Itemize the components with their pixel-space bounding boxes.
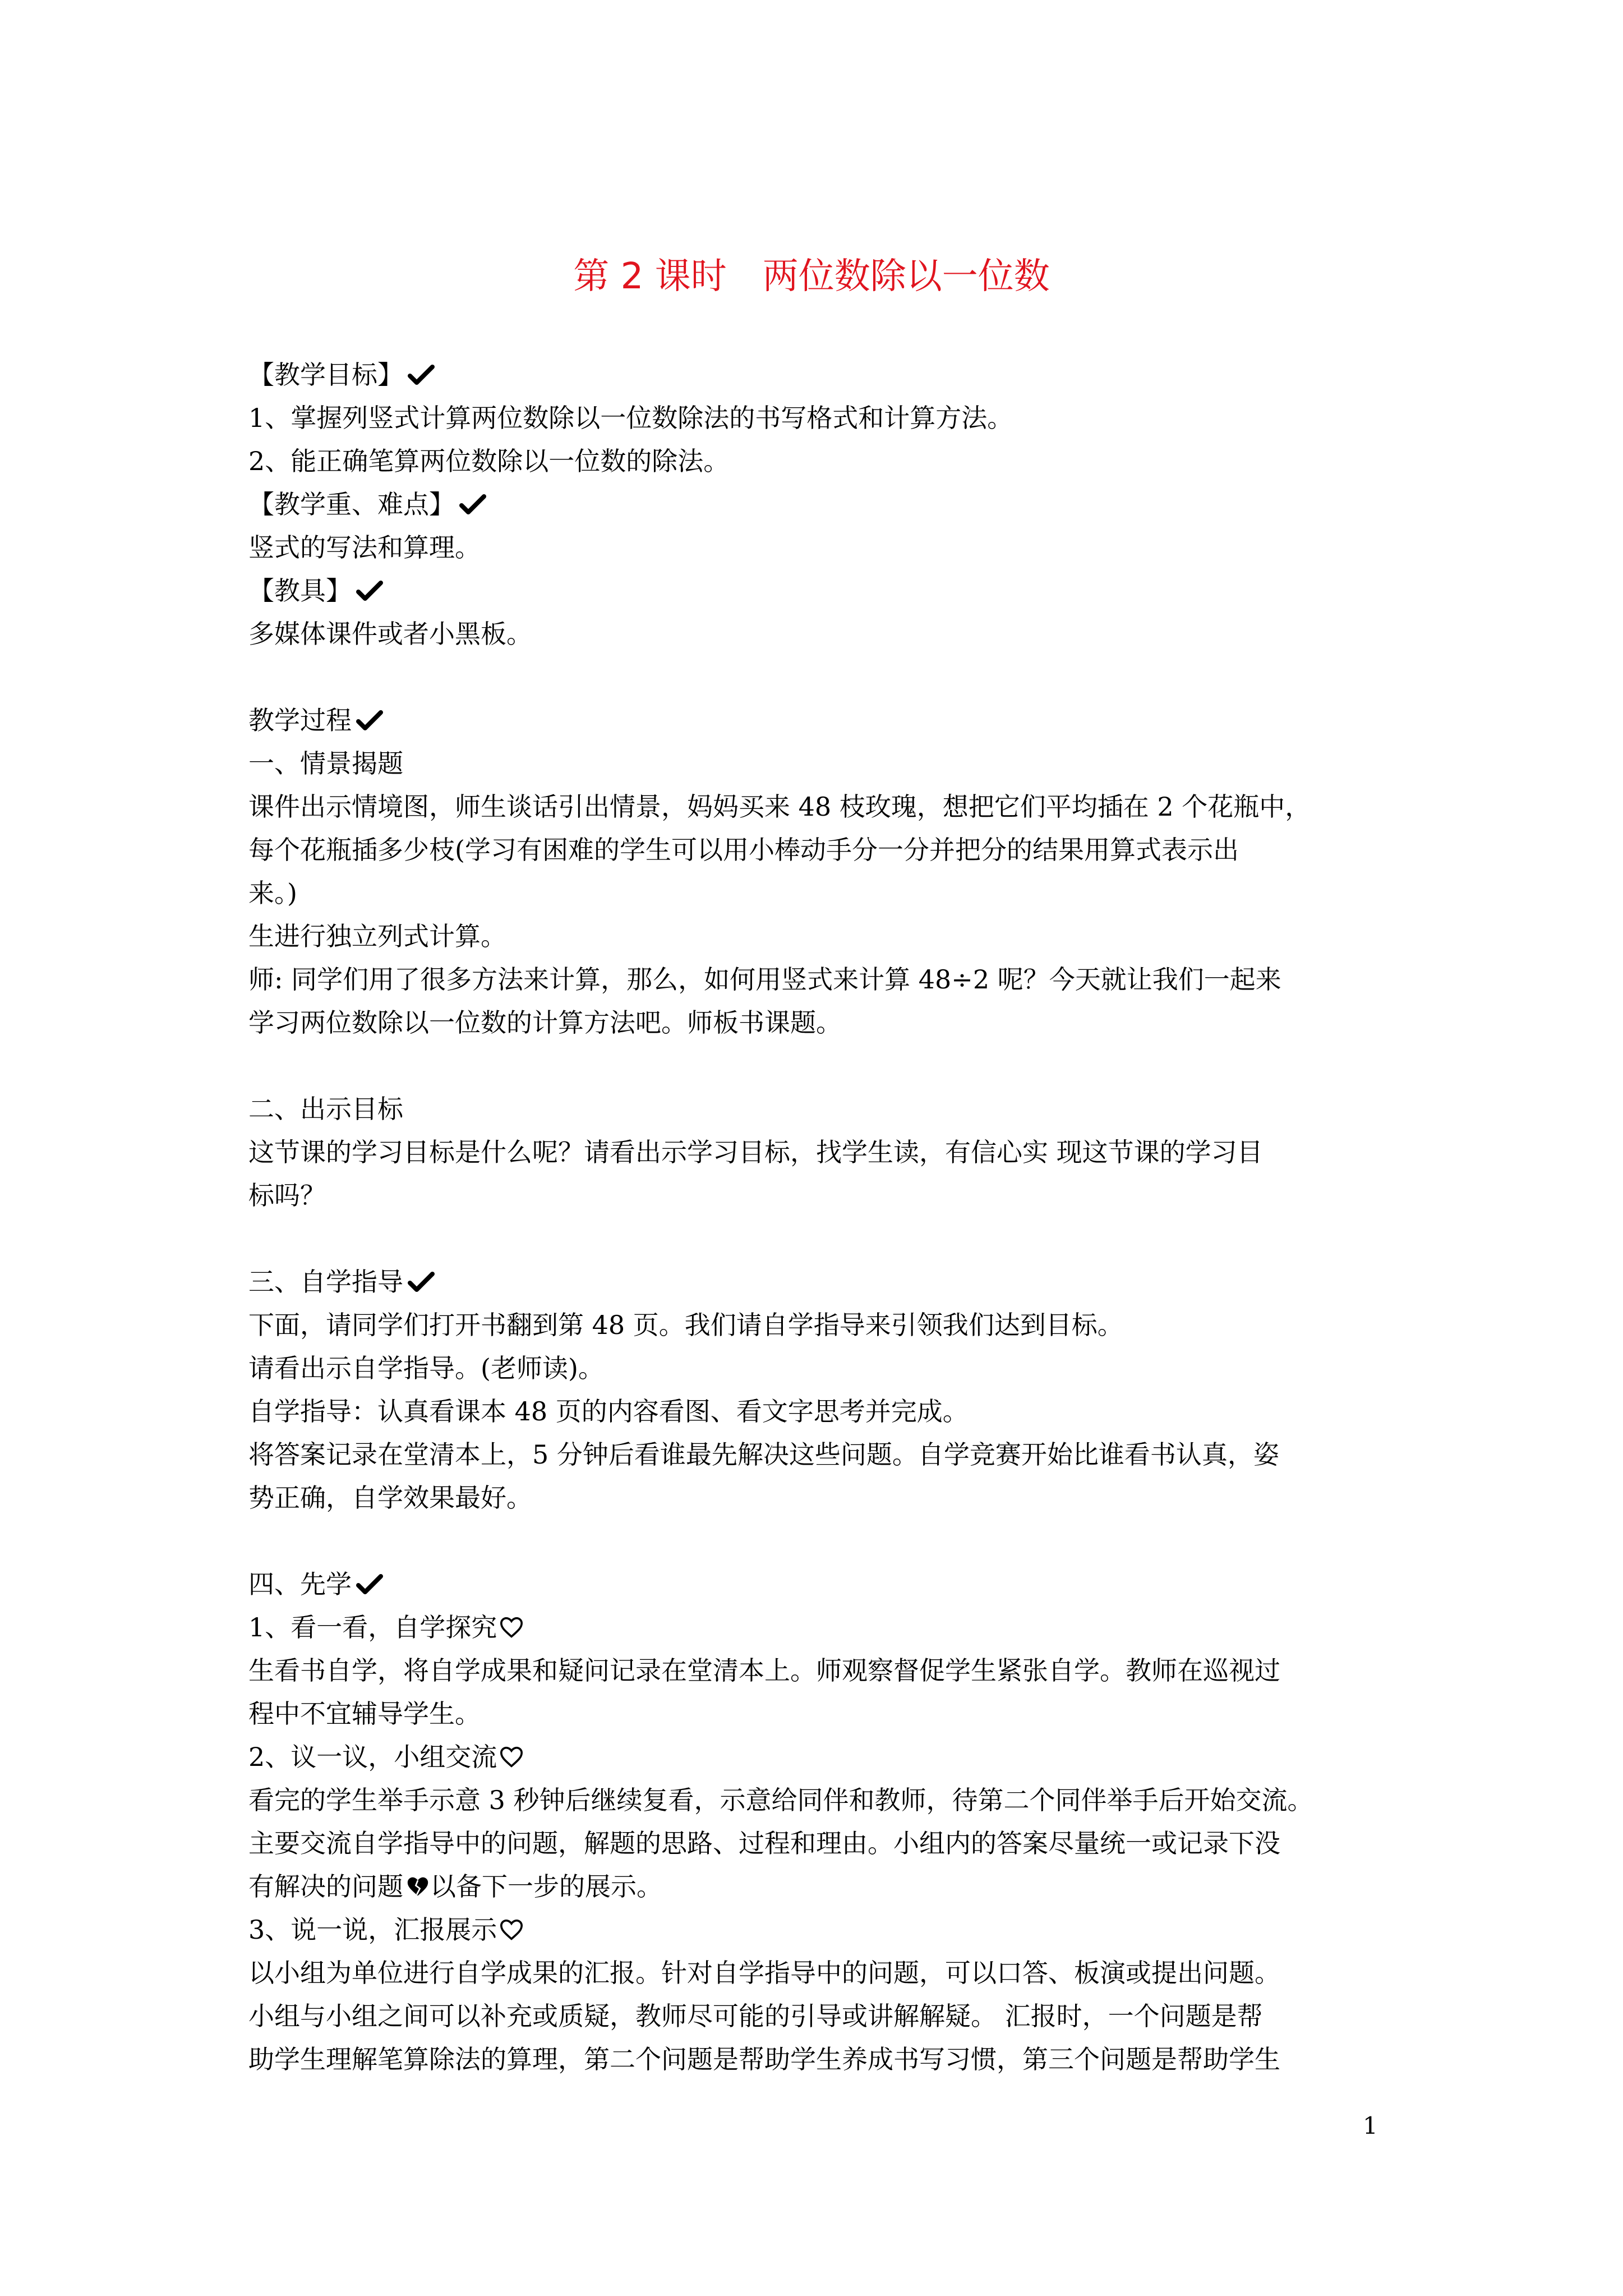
paragraph-line: 请看出示自学指导。(老师读)。 xyxy=(248,1353,604,1383)
paragraph-line: 标吗？ xyxy=(248,1180,326,1211)
checkmark-icon xyxy=(356,579,383,602)
paragraph-line: 师: 同学们用了很多方法来计算，那么，如何用竖式来计算 48÷2 呢？今天就让我们一起来 xyxy=(248,964,1281,995)
paragraph-line xyxy=(248,1865,1398,1908)
part4-subheading-text: 1、看一看，自学探究 xyxy=(248,1612,497,1642)
checkmark-icon xyxy=(356,709,383,731)
heart-outline-icon xyxy=(499,1616,524,1639)
page-number: 1 xyxy=(1363,2112,1378,2139)
objectives-heading-text: 【教学目标】 xyxy=(248,360,403,390)
process-heading xyxy=(248,699,1398,742)
page-title: 第 2 课时 两位数除以一位数 xyxy=(573,256,1050,297)
objectives-heading xyxy=(248,353,1398,397)
paragraph-line: 助学生理解笔算除法的算理，第二个问题是帮助学生养成书写习惯，第三个问题是帮助学生 xyxy=(248,2044,1280,2074)
paragraph-line: 以小组为单位进行自学成果的汇报。针对自学指导中的问题，可以口答、板演或提出问题。 xyxy=(248,1958,1280,1988)
tools-text: 多媒体课件或者小黑板。 xyxy=(248,619,532,649)
paragraph-line: 生看书自学，将自学成果和疑问记录在堂清本上。师观察督促学生紧张自学。教师在巡视过 xyxy=(248,1655,1280,1686)
paragraph-fragment: 有解决的问题 xyxy=(248,1871,403,1902)
paragraph-line: 势正确，自学效果最好。 xyxy=(248,1483,532,1513)
paragraph-line: 下面，请同学们打开书翻到第 48 页。我们请自学指导来引领我们达到目标。 xyxy=(248,1310,1123,1340)
paragraph-line: 自学指导：认真看课本 48 页的内容看图、看文字思考并完成。 xyxy=(248,1396,969,1427)
part4-subheading xyxy=(248,1606,1398,1649)
part3-heading xyxy=(248,1260,1398,1304)
paragraph-line: 学习两位数除以一位数的计算方法吧。师板书课题。 xyxy=(248,1007,842,1038)
process-heading-text: 教学过程 xyxy=(248,705,352,735)
paragraph-line: 将答案记录在堂清本上，5 分钟后看谁最先解决这些问题。自学竞赛开始比谁看书认真，姿 xyxy=(248,1439,1279,1470)
key-points-text: 竖式的写法和算理。 xyxy=(248,532,481,563)
part1-heading: 一、情景揭题 xyxy=(248,748,403,779)
document-body xyxy=(248,353,1398,2081)
checkmark-icon xyxy=(459,493,486,516)
checkmark-icon xyxy=(408,364,435,386)
paragraph-line: 主要交流自学指导中的问题，解题的思路、过程和理由。小组内的答案尽量统一或记录下没 xyxy=(248,1828,1280,1858)
objective-item: 1、掌握列竖式计算两位数除以一位数除法的书写格式和计算方法。 xyxy=(248,403,1013,433)
tools-heading-text: 【教具】 xyxy=(248,576,352,606)
paragraph-line: 生进行独立列式计算。 xyxy=(248,921,506,951)
part4-subheading-text: 2、议一议，小组交流 xyxy=(248,1742,497,1772)
objective-item: 2、能正确笔算两位数除以一位数的除法。 xyxy=(248,446,730,476)
paragraph-line: 小组与小组之间可以补充或质疑，教师尽可能的引导或讲解解疑。 汇报时，一个问题是帮 xyxy=(248,2001,1263,2031)
part4-subheading-text: 3、说一说，汇报展示 xyxy=(248,1915,497,1945)
paragraph-line: 这节课的学习目标是什么呢？请看出示学习目标，找学生读，有信心实 现这节课的学习目 xyxy=(248,1137,1263,1167)
key-points-heading xyxy=(248,483,1398,526)
part4-subheading xyxy=(248,1736,1398,1779)
checkmark-icon xyxy=(356,1573,383,1595)
key-points-heading-text: 【教学重、难点】 xyxy=(248,489,455,519)
tools-heading xyxy=(248,569,1398,613)
part4-heading-text: 四、先学 xyxy=(248,1569,352,1599)
heart-outline-icon xyxy=(499,1918,524,1941)
heart-outline-icon xyxy=(499,1746,524,1768)
paragraph-fragment: 以备下一步的展示。 xyxy=(430,1871,662,1902)
part4-heading xyxy=(248,1563,1398,1606)
part4-subheading xyxy=(248,1908,1398,1952)
paragraph-line: 来。) xyxy=(248,878,297,908)
paragraph-line: 课件出示情境图，师生谈话引出情景，妈妈买来 48 枝玫瑰，想把它们平均插在 2 个花瓶中， xyxy=(248,792,1311,822)
checkmark-icon xyxy=(408,1271,435,1293)
part2-heading: 二、出示目标 xyxy=(248,1094,403,1124)
paragraph-line: 程中不宜辅导学生。 xyxy=(248,1699,481,1729)
broken-heart-icon xyxy=(405,1875,430,1898)
paragraph-line: 每个花瓶插多少枝(学习有困难的学生可以用小棒动手分一分并把分的结果用算式表示出 xyxy=(248,835,1239,865)
part3-heading-text: 三、自学指导 xyxy=(248,1267,403,1297)
paragraph-line: 看完的学生举手示意 3 秒钟后继续复看，示意给同伴和教师，待第二个同伴举手后开始交流。 xyxy=(248,1785,1313,1815)
